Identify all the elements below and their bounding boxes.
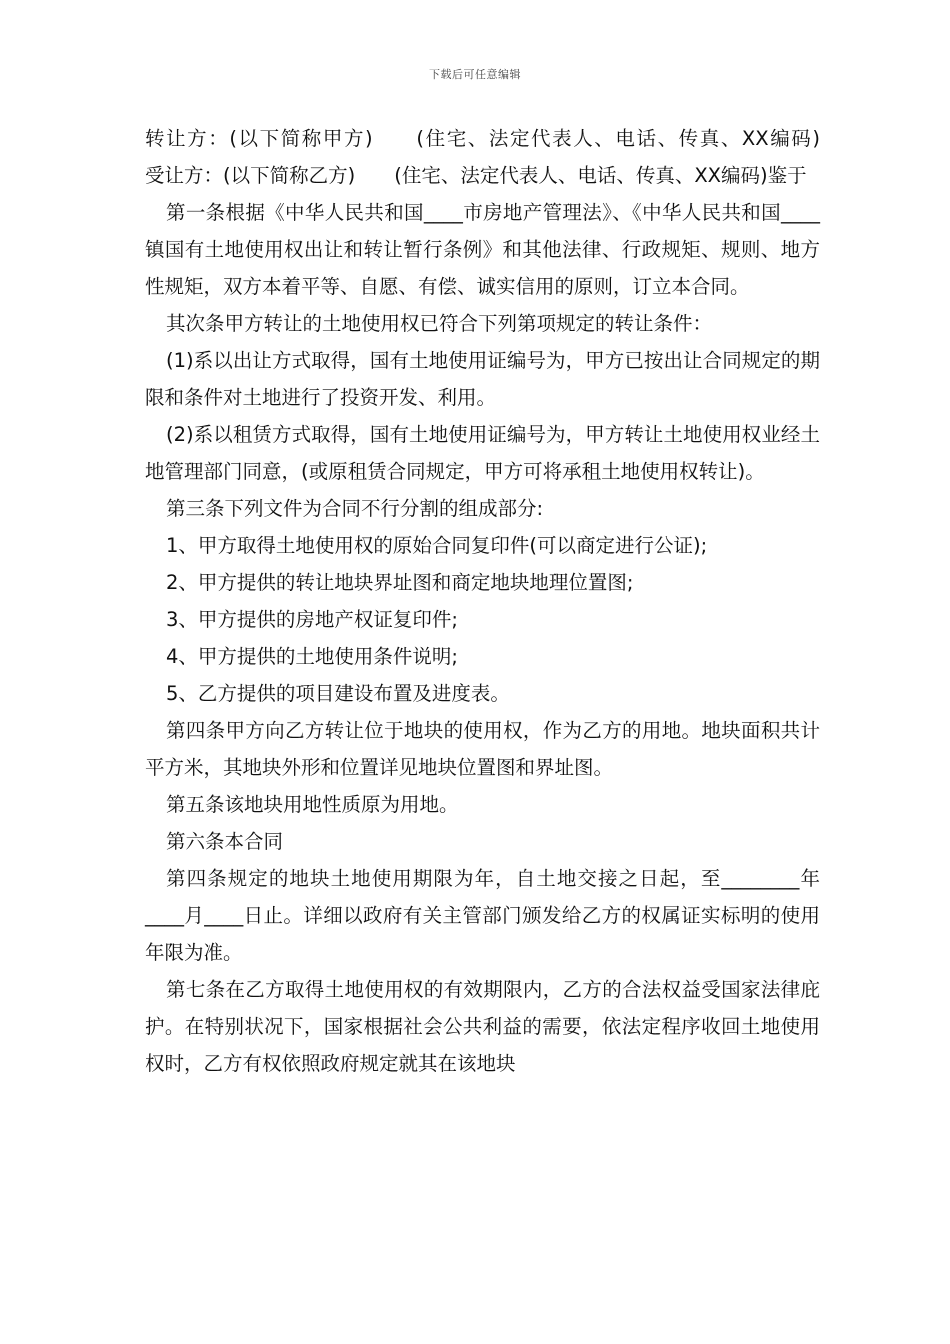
article-2: 其次条甲方转让的土地使用权已符合下列第项规定的转让条件： xyxy=(166,312,713,335)
article-1: 第一条根据《中华人民共和国____市房地产管理法》、《中华人民共和国____镇国有土地使用权出让和转让暂行条例》和其他法律、行政规矩、规则、地方性规矩，双方本着平等、自愿、有偿、诚实信用的原则，订立本合同。 xyxy=(145,201,820,298)
article-6-continued: 第四条规定的地块土地使用期限为年，自土地交接之日起，至________年____月____日止。详细以政府有关主管部门颁发给乙方的权属证实标明的使用年限为准。 xyxy=(145,867,820,964)
article-2-item-2: (2)系以租赁方式取得，国有土地使用证编号为，甲方转让土地使用权业经土地管理部门同意，(或原租赁合同规定，甲方可将承租土地使用权转让)。 xyxy=(145,423,820,483)
parties-paragraph: 转让方：(以下简称甲方) (住宅、法定代表人、电话、传真、XX编码) 受让方：(以下简称乙方) (住宅、法定代表人、电话、传真、XX编码)鉴于 xyxy=(145,127,860,187)
document-body xyxy=(145,120,860,1082)
article-6: 第六条本合同 xyxy=(166,830,284,853)
article-7: 第七条在乙方取得土地使用权的有效期限内，乙方的合法权益受国家法律庇护。在特别状况下，国家根据社会公共利益的需要，依法定程序收回土地使用权时，乙方有权依照政府规定就其在该地块 xyxy=(145,978,820,1075)
article-3-item-2: 2、甲方提供的转让地块界址图和商定地块地理位置图; xyxy=(166,571,634,594)
article-3: 第三条下列文件为合同不行分割的组成部分: xyxy=(166,497,544,520)
article-4: 第四条甲方向乙方转让位于地块的使用权，作为乙方的用地。地块面积共计平方米，其地块外形和位置详见地块位置图和界址图。 xyxy=(145,719,820,779)
article-3-item-4: 4、甲方提供的土地使用条件说明; xyxy=(166,645,458,668)
article-5: 第五条该地块用地性质原为用地。 xyxy=(166,793,459,816)
page-header: 下载后可任意编辑 xyxy=(429,68,521,81)
article-3-item-1: 1、甲方取得土地使用权的原始合同复印件(可以商定进行公证); xyxy=(166,534,708,557)
article-3-item-3: 3、甲方提供的房地产权证复印件; xyxy=(166,608,458,631)
article-2-item-1: (1)系以出让方式取得，国有土地使用证编号为，甲方已按出让合同规定的期限和条件对土地进行了投资开发、利用。 xyxy=(145,349,820,409)
article-3-item-5: 5、乙方提供的项目建设布置及进度表。 xyxy=(166,682,510,705)
